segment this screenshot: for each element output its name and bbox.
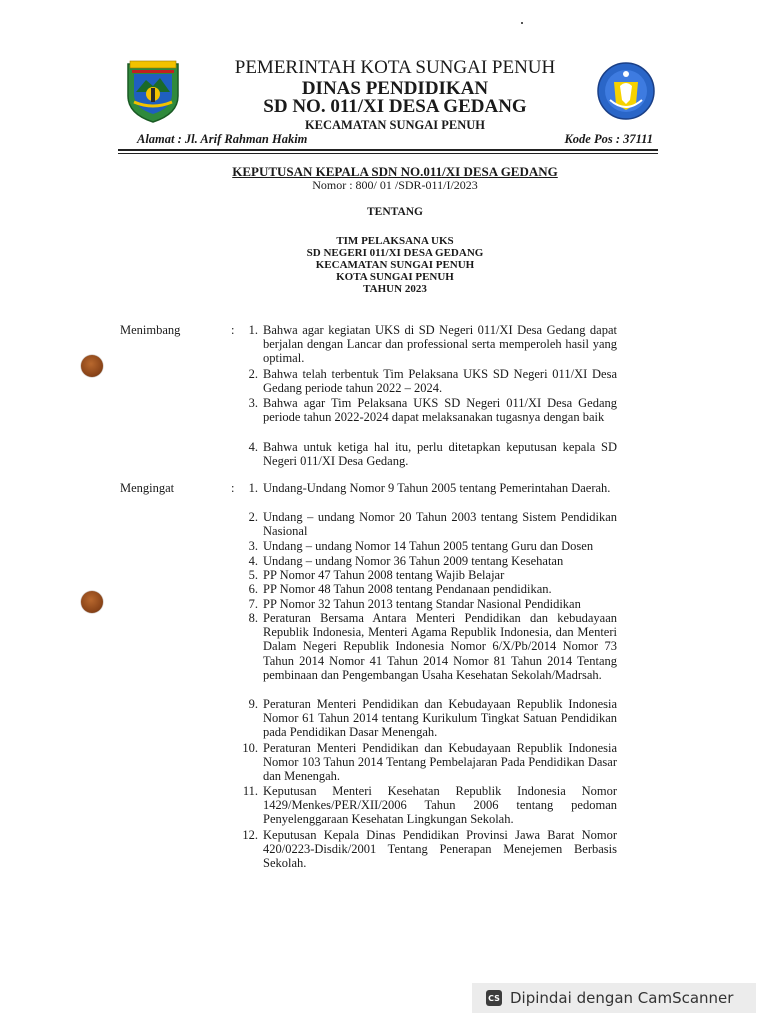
menimbang-item: Bahwa telah terbentuk Tim Pelaksana UKS SD Negeri 011/XI Desa Gedang periode tahun 2022 – 2024. bbox=[263, 367, 617, 396]
mengingat-colon: : bbox=[231, 481, 235, 495]
menimbang-item: Bahwa agar kegiatan UKS di SD Negeri 011/XI Desa Gedang dapat berjalan dengan Lancar dan professional serta memperoleh hasil yang optimal. bbox=[263, 323, 617, 366]
mengingat-item: PP Nomor 48 Tahun 2008 tentang Pendanaan pendidikan. bbox=[263, 582, 552, 596]
mengingat-item-number: 4. bbox=[248, 554, 258, 568]
letterhead-district: KECAMATAN SUNGAI PENUH bbox=[304, 118, 486, 132]
decree-number: Nomor : 800/ 01 /SDR-011/I/2023 bbox=[312, 178, 478, 192]
mengingat-item: Keputusan Menteri Kesehatan Republik Indonesia Nomor 1429/Menkes/PER/XII/2006 Tahun 2006 tentang pedoman Penyelenggaraan Kesehatan Lingkungan Sekolah. bbox=[263, 784, 617, 827]
camscanner-watermark bbox=[472, 983, 756, 1013]
menimbang-colon: : bbox=[231, 323, 235, 337]
menimbang-label: Menimbang bbox=[120, 323, 181, 337]
mengingat-item: Undang – undang Nomor 20 Tahun 2003 tentang Sistem Pendidikan Nasional bbox=[263, 510, 617, 539]
decree-subject-line: SD NEGERI 011/XI DESA GEDANG bbox=[306, 247, 484, 259]
decree-subject-line: KOTA SUNGAI PENUH bbox=[336, 271, 454, 283]
mengingat-item-number: 10. bbox=[242, 741, 258, 755]
mengingat-item-number: 5. bbox=[248, 568, 258, 582]
mengingat-item-number: 9. bbox=[248, 697, 258, 711]
menimbang-item-number: 3. bbox=[248, 396, 258, 410]
menimbang-item: Bahwa untuk ketiga hal itu, perlu ditetapkan keputusan kepala SD Negeri 011/XI Desa Gedang. bbox=[263, 440, 617, 469]
mengingat-item-number: 7. bbox=[248, 597, 258, 611]
menimbang-item-number: 2. bbox=[248, 367, 258, 381]
menimbang-item: Bahwa agar Tim Pelaksana UKS SD Negeri 011/XI Desa Gedang periode tahun 2022-2024 dapat melaksanakan tugasnya dengan baik bbox=[263, 396, 617, 425]
mengingat-item: Peraturan Menteri Pendidikan dan Kebudayaan Republik Indonesia Nomor 103 Tahun 2014 Tentang Pembelajaran Pada Pendidikan Dasar dan Menengah. bbox=[263, 741, 617, 784]
letterhead-postal-code: Kode Pos : 37111 bbox=[564, 132, 653, 146]
letterhead-government: PEMERINTAH KOTA SUNGAI PENUH bbox=[234, 57, 556, 78]
mengingat-item: PP Nomor 47 Tahun 2008 tentang Wajib Belajar bbox=[263, 568, 505, 582]
menimbang-item-number: 1. bbox=[248, 323, 258, 337]
mengingat-item: PP Nomor 32 Tahun 2013 tentang Standar Nasional Pendidikan bbox=[263, 597, 581, 611]
letterhead-divider bbox=[118, 149, 658, 151]
menimbang-item-number: 4. bbox=[248, 440, 258, 454]
mengingat-item: Undang-Undang Nomor 9 Tahun 2005 tentang Pemerintahan Daerah. bbox=[263, 481, 611, 495]
decree-about: TENTANG bbox=[366, 206, 424, 218]
mengingat-item-number: 11. bbox=[242, 784, 258, 798]
mengingat-item: Undang – undang Nomor 36 Tahun 2009 tentang Kesehatan bbox=[263, 554, 564, 568]
decree-subject-line: KECAMATAN SUNGAI PENUH bbox=[315, 259, 475, 271]
mengingat-item: Keputusan Kepala Dinas Pendidikan Provinsi Jawa Barat Nomor 420/0223-Disdik/2001 Tentang Penerapan Menejemen Berbasis Sekolah. bbox=[263, 828, 617, 871]
scan-speck bbox=[521, 22, 523, 24]
mengingat-item-number: 1. bbox=[248, 481, 258, 495]
mengingat-item: Undang – undang Nomor 14 Tahun 2005 tentang Guru dan Dosen bbox=[263, 539, 594, 553]
kota-sungai-penuh-emblem-icon bbox=[122, 58, 184, 124]
mengingat-item-number: 6. bbox=[248, 582, 258, 596]
punch-hole bbox=[81, 355, 103, 377]
mengingat-item-number: 8. bbox=[248, 611, 258, 625]
decree-title: KEPUTUSAN KEPALA SDN NO.011/XI DESA GEDANG bbox=[232, 164, 558, 179]
mengingat-item-number: 12. bbox=[242, 828, 258, 842]
decree-subject-line: TAHUN 2023 bbox=[363, 283, 427, 295]
mengingat-item: Peraturan Menteri Pendidikan dan Kebudayaan Republik Indonesia Nomor 61 Tahun 2014 tentang Kurikulum Tingkat Satuan Pendidikan pada Pendidikan Dasar Menengah. bbox=[263, 697, 617, 740]
decree-subject-line: TIM PELAKSANA UKS bbox=[336, 235, 454, 247]
letterhead-divider-thin bbox=[118, 153, 658, 154]
letterhead-school: SD NO. 011/XI DESA GEDANG bbox=[263, 96, 527, 117]
punch-hole bbox=[81, 591, 103, 613]
mengingat-label: Mengingat bbox=[120, 481, 175, 495]
mengingat-item-number: 3. bbox=[248, 539, 258, 553]
mengingat-item-number: 2. bbox=[248, 510, 258, 524]
camscanner-logo-icon: CS bbox=[486, 990, 502, 1006]
letterhead-agency: DINAS PENDIDIKAN bbox=[301, 78, 489, 99]
letterhead-address: Alamat : Jl. Arif Rahman Hakim bbox=[137, 132, 308, 146]
mengingat-item: Peraturan Bersama Antara Menteri Pendidikan dan kebudayaan Republik Indonesia, Menteri Agama Republik Indonesia, dan Menteri Dalam Negeri Republik Indonesia Nomor 6/X/Pb/2014 Nomor 73 Tahun 2014 Nomor 41 Tahun 2014 Nomor 81 Tahun 2014 Tentang pembinaan dan Pengembangan Usaha Kesehatan Sekolah/Madrsah. bbox=[263, 611, 617, 682]
camscanner-watermark-text: Dipindai dengan CamScanner bbox=[510, 989, 734, 1007]
